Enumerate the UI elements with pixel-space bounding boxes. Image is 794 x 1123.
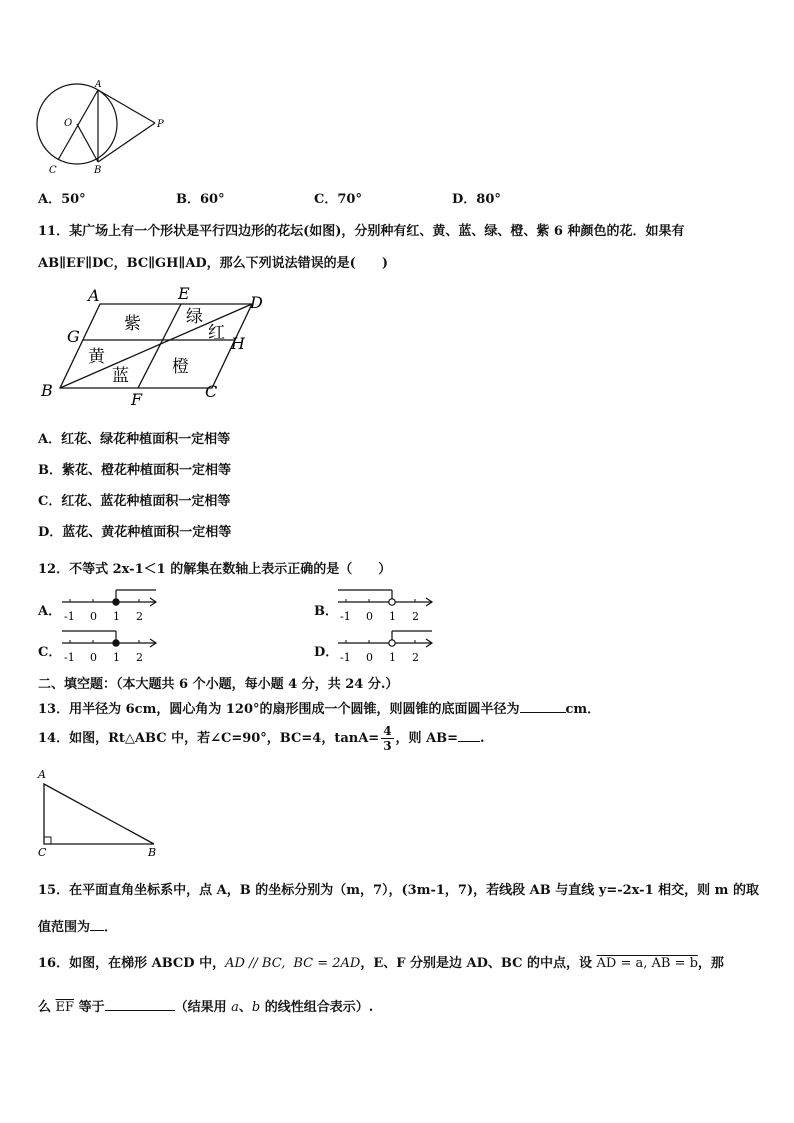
q13-text: 13．用半径为 6cm，圆心角为 120°的扇形围成一个圆锥，则圆锥的底面圆半径为 — [38, 702, 520, 717]
q11-region-purple: 紫 — [124, 314, 141, 334]
q14-answer-blank — [458, 741, 480, 742]
q16-vectors: AD = a, AB = b — [596, 956, 698, 971]
q14-fraction — [381, 724, 393, 753]
q10-tangent-pb — [98, 123, 155, 162]
q10-tangent-pa — [98, 90, 155, 123]
q14-pre: 14．如图，Rt△ABC 中，若∠C=90°，BC=4，tanA= — [38, 731, 380, 746]
q11-option-b: B．紫花、橙花种植面积一定相等 — [38, 463, 231, 478]
q10-label-c: C — [49, 165, 57, 176]
q12-d-tick-2: 2 — [412, 651, 419, 664]
q12-a-tick-0: 0 — [90, 610, 97, 623]
q12-c-tick-2: 2 — [136, 651, 143, 664]
q14-triangle — [44, 784, 154, 844]
q16-line2-end: 的线性组合表示）. — [260, 1000, 374, 1015]
q14-right-angle-mark — [44, 837, 51, 844]
q12-b-tick-1: 1 — [389, 610, 396, 623]
q16-vec-b: b — [251, 1000, 261, 1015]
q11-option-a: A．红花、绿花种植面积一定相等 — [38, 432, 231, 447]
q16-answer-blank — [105, 1010, 175, 1011]
q12-a-tick-1: 1 — [113, 610, 120, 623]
q16-stem-line2 — [38, 996, 373, 1015]
q12-a-tick-neg1: -1 — [64, 610, 75, 623]
q11-label-b: B — [41, 381, 53, 400]
q10-option-d: D．80° — [452, 192, 501, 207]
q14-label-b: B — [148, 846, 157, 859]
q16-sep: 、 — [238, 1000, 252, 1015]
q16-pre: 16．如图，在梯形 ABCD 中， — [38, 956, 226, 971]
q12-a-tick-2: 2 — [136, 610, 143, 623]
q10-option-a: A．50° — [38, 192, 86, 207]
q11-figure — [36, 284, 286, 406]
q16-stem-line1 — [38, 952, 724, 971]
q10-label-b: B — [94, 165, 102, 176]
q12-option-b-letter: B． — [314, 604, 338, 619]
q11-label-h: H — [231, 334, 245, 353]
q11-label-a: A — [88, 286, 100, 305]
q15-line2-text: 值范围为 — [38, 920, 91, 935]
q12-b-tick-2: 2 — [412, 610, 419, 623]
q12-option-c-letter: C． — [38, 645, 62, 660]
q14-figure — [34, 764, 164, 860]
q14-frac-num: 4 — [383, 724, 392, 738]
q11-label-c: C — [205, 382, 218, 401]
q11-label-g: G — [67, 327, 80, 346]
q16-math2: BC = 2AD — [293, 956, 361, 971]
q11-region-green: 绿 — [186, 307, 203, 327]
q11-stem-line1: 11．某广场上有一个形状是平行四边形的花坛(如图)，分别种有红、黄、蓝、绿、橙、紫 6 种颜色的花．如果有 — [38, 224, 685, 239]
q16-vec-ef: $\overline{EF}$ — [55, 1000, 75, 1015]
q12-c-tick-1: 1 — [113, 651, 120, 664]
q16-line2-pre: 么 — [38, 1000, 56, 1015]
q14-stem: 14．如图，Rt△ABC 中，若∠C=90°，BC=4，tanA= $\frac{4}{3}$ ，则 AB= . — [38, 724, 485, 753]
q11-region-red: 红 — [208, 323, 225, 343]
q12-b-tick-neg1: -1 — [340, 610, 351, 623]
q10-figure — [32, 76, 182, 176]
q12-option-b-numberline — [336, 588, 436, 626]
q16-mid: ，E、F 分别是边 AD、BC 的中点，设 — [360, 956, 597, 971]
q15-stem-line1: 15．在平面直角坐标系中，点 A，B 的坐标分别为（m，7），(3m-1，7)，若线段 AB 与直线 y=-2x-1 相交，则 m 的取 — [38, 883, 759, 898]
q12-stem: 12．不等式 2x-1＜1 的解集在数轴上表示正确的是（ ） — [38, 562, 392, 577]
q12-b-tick-0: 0 — [366, 610, 373, 623]
q14-label-a: A — [38, 768, 46, 781]
q14-frac-den: 3 — [383, 739, 392, 753]
q12-d-tick-0: 0 — [366, 651, 373, 664]
q10-radius-ob — [77, 124, 98, 162]
q13-unit: cm． — [565, 702, 601, 717]
q11-label-d: D — [250, 293, 263, 312]
q14-post: ，则 AB= — [395, 731, 459, 746]
q12-option-a-letter: A． — [38, 604, 62, 619]
q15-answer-blank — [90, 930, 104, 931]
q11-region-blue: 蓝 — [112, 366, 129, 386]
q16-math1: AD // BC, — [225, 956, 286, 971]
q15-stem-line2: 值范围为 ． — [38, 920, 118, 935]
q11-diagonal-bd — [60, 304, 252, 388]
q12-d-tick-neg1: -1 — [340, 651, 351, 664]
q12-c-tick-0: 0 — [90, 651, 97, 664]
q12-d-tick-1: 1 — [389, 651, 396, 664]
q11-region-yellow: 黄 — [88, 347, 105, 367]
q16-line2-post: （结果用 — [174, 1000, 232, 1015]
q12-c-tick-neg1: -1 — [64, 651, 75, 664]
q13-answer-blank — [520, 712, 566, 713]
q11-option-d: D．蓝花、黄花种植面积一定相等 — [38, 525, 232, 540]
q11-stem-line2: AB∥EF∥DC，BC∥GH∥AD，那么下列说法错误的是( ) — [38, 256, 388, 271]
q14-label-c: C — [38, 846, 47, 859]
q10-option-b: B．60° — [176, 192, 225, 207]
q12-option-a-numberline — [60, 588, 160, 626]
q11-region-orange: 橙 — [172, 357, 189, 377]
q12-option-d-letter: D． — [314, 645, 339, 660]
q12-option-c-numberline — [60, 629, 160, 667]
section-fill-in-heading: 二、填空题：（本大题共 6 个小题，每小题 4 分，共 24 分.） — [38, 677, 399, 692]
q11-option-c: C．红花、蓝花种植面积一定相等 — [38, 494, 231, 509]
q10-label-a: A — [95, 80, 102, 90]
q10-label-o: O — [64, 118, 73, 129]
q11-label-f: F — [131, 390, 143, 406]
q10-label-p: P — [157, 119, 164, 130]
q16-line2-mid: 等于 — [74, 1000, 105, 1015]
q16-vec-a: a — [231, 1000, 239, 1015]
q16-end: ，那 — [697, 956, 724, 971]
q13-stem — [38, 698, 600, 717]
q10-option-c: C．70° — [314, 192, 362, 207]
q11-label-e: E — [178, 284, 190, 303]
q12-option-d-numberline — [336, 629, 436, 667]
